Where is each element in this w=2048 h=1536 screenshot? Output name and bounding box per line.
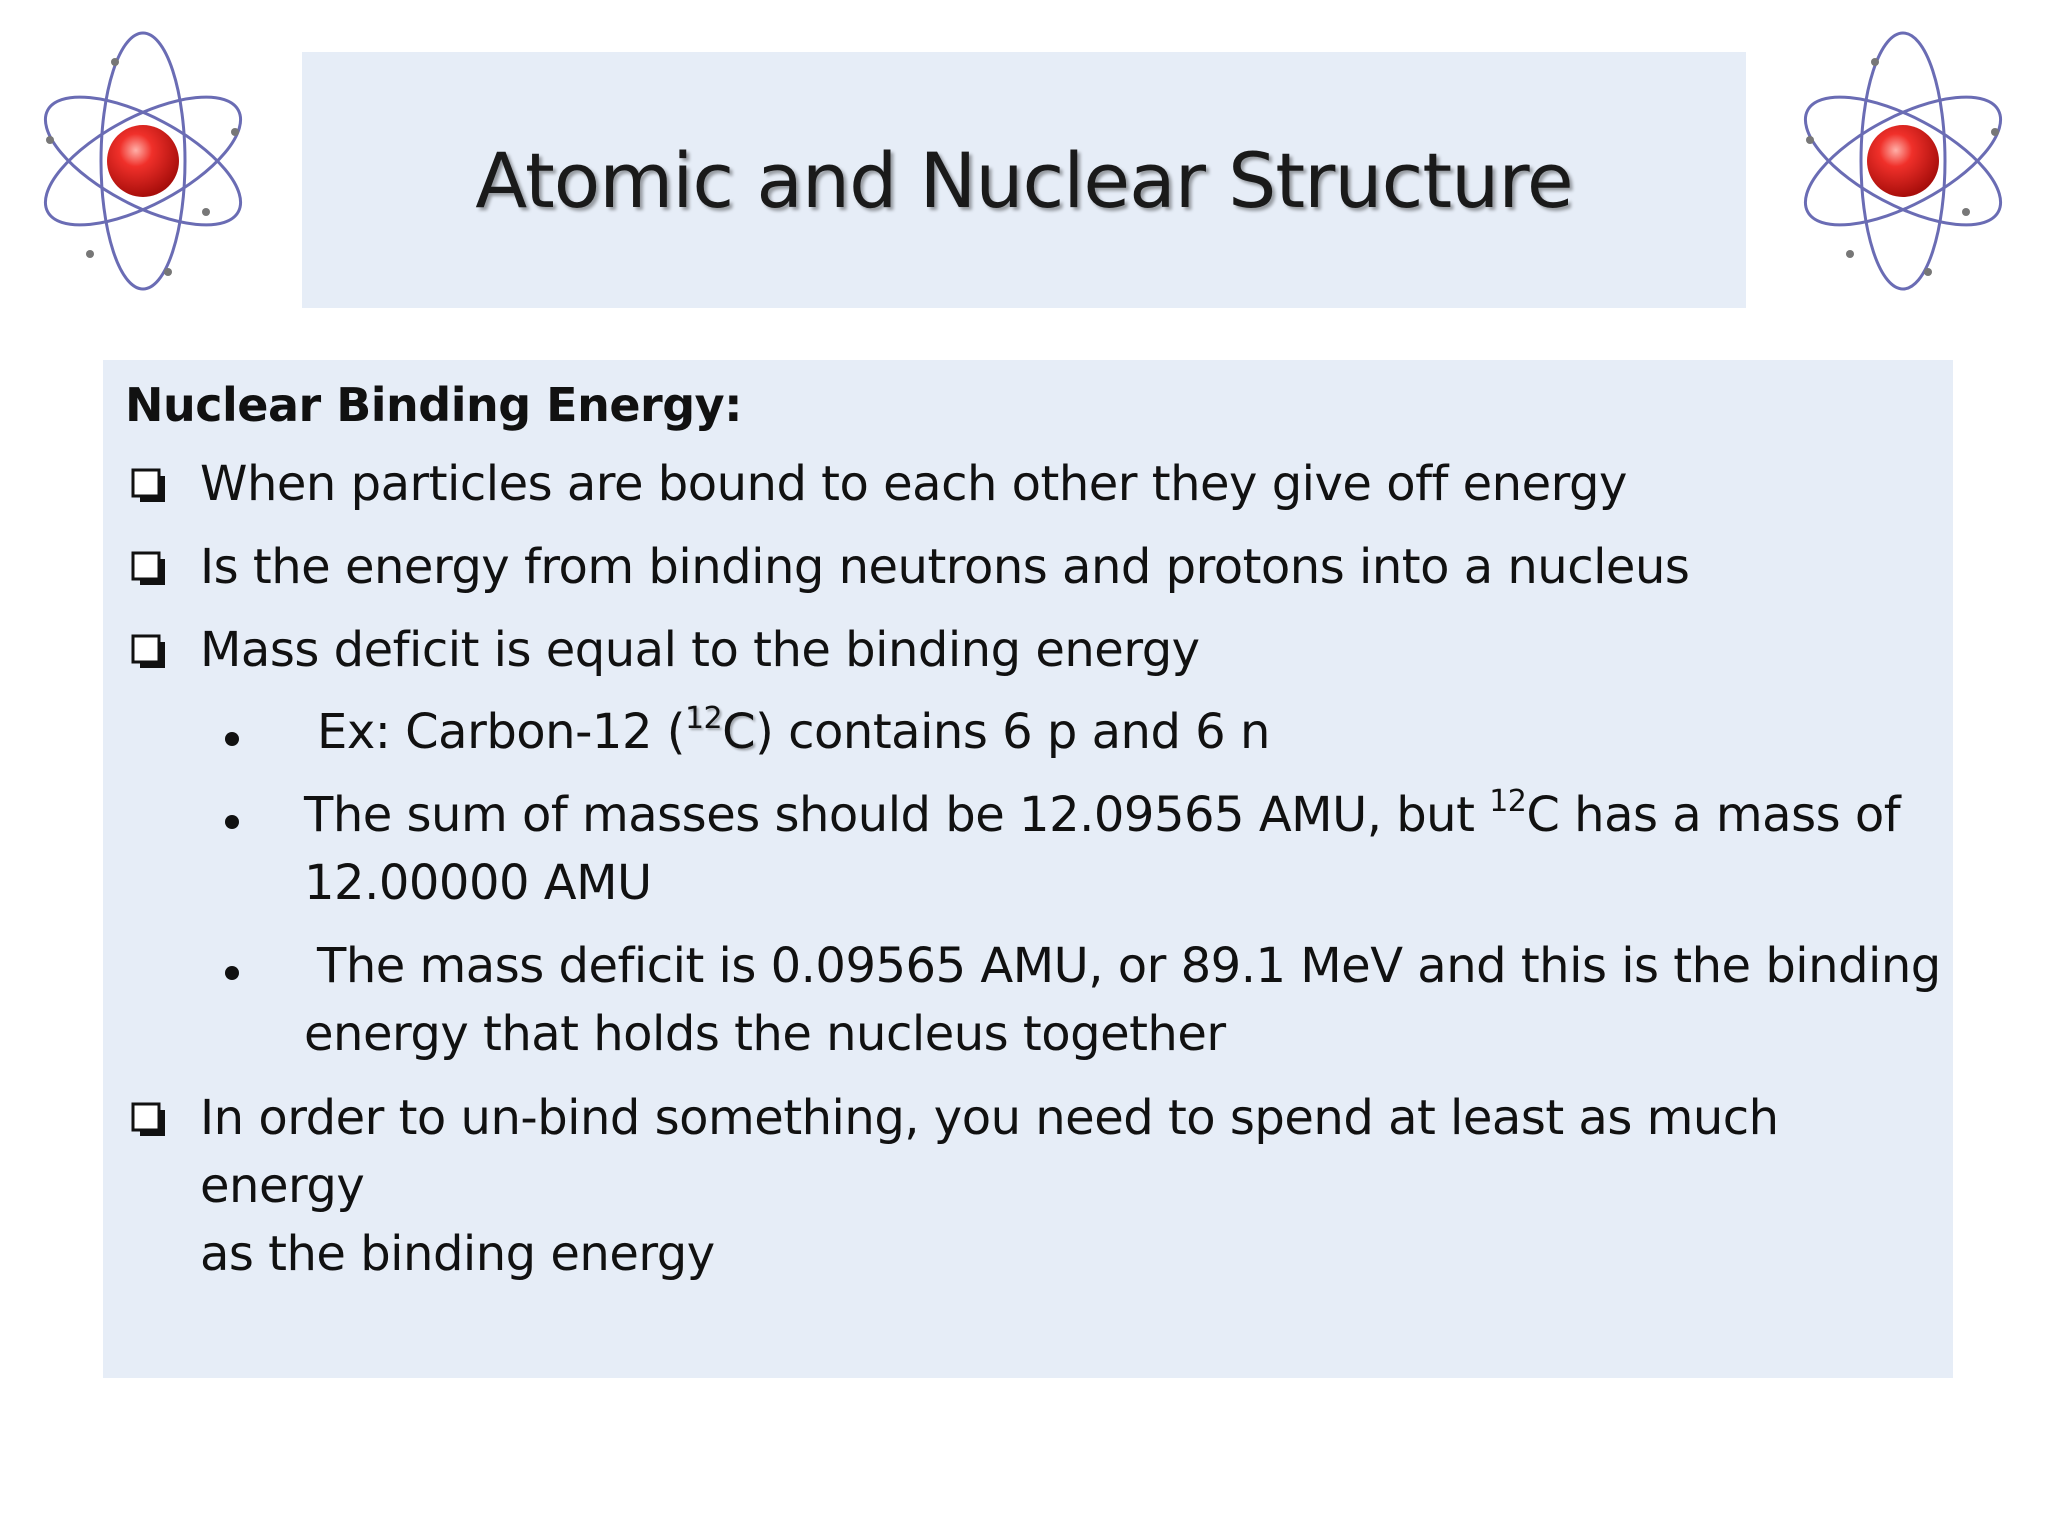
bullet-icon: [225, 732, 239, 746]
sub-list-item: Ex: Carbon-12 ($^{12}$C) contains 6 p and 6 n: [317, 701, 1270, 760]
list-item: When particles are bound to each other they give off energy: [200, 456, 1627, 512]
page-title: Atomic and Nuclear Structure: [475, 135, 1573, 225]
atom-icon: [30, 22, 256, 300]
sub-list-item: The sum of masses should be 12.09565 AMU, but $^{12}$C has a mass of 12.00000 AMU: [304, 784, 1901, 911]
checkbox-icon: [131, 468, 165, 502]
atom-icon: [1790, 22, 2016, 300]
checkbox-icon: [131, 551, 165, 585]
title-banner: [302, 52, 1746, 308]
sub-list-item: The mass deficit is 0.09565 AMU, or 89.1 MeV and this is the binding energy that holds the nucleus together: [304, 938, 1941, 1062]
checkbox-icon: [131, 634, 165, 668]
list-item: Mass deficit is equal to the binding energy: [200, 622, 1200, 678]
bullet-icon: [225, 966, 239, 980]
section-heading: Nuclear Binding Energy:: [125, 378, 743, 432]
bullet-icon: [225, 815, 239, 829]
list-item: Is the energy from binding neutrons and protons into a nucleus: [200, 539, 1690, 595]
content-panel: [103, 360, 1953, 1378]
list-item: In order to un-bind something, you need to spend at least as much energy as the binding energy: [200, 1090, 1779, 1282]
checkbox-icon: [131, 1102, 165, 1136]
